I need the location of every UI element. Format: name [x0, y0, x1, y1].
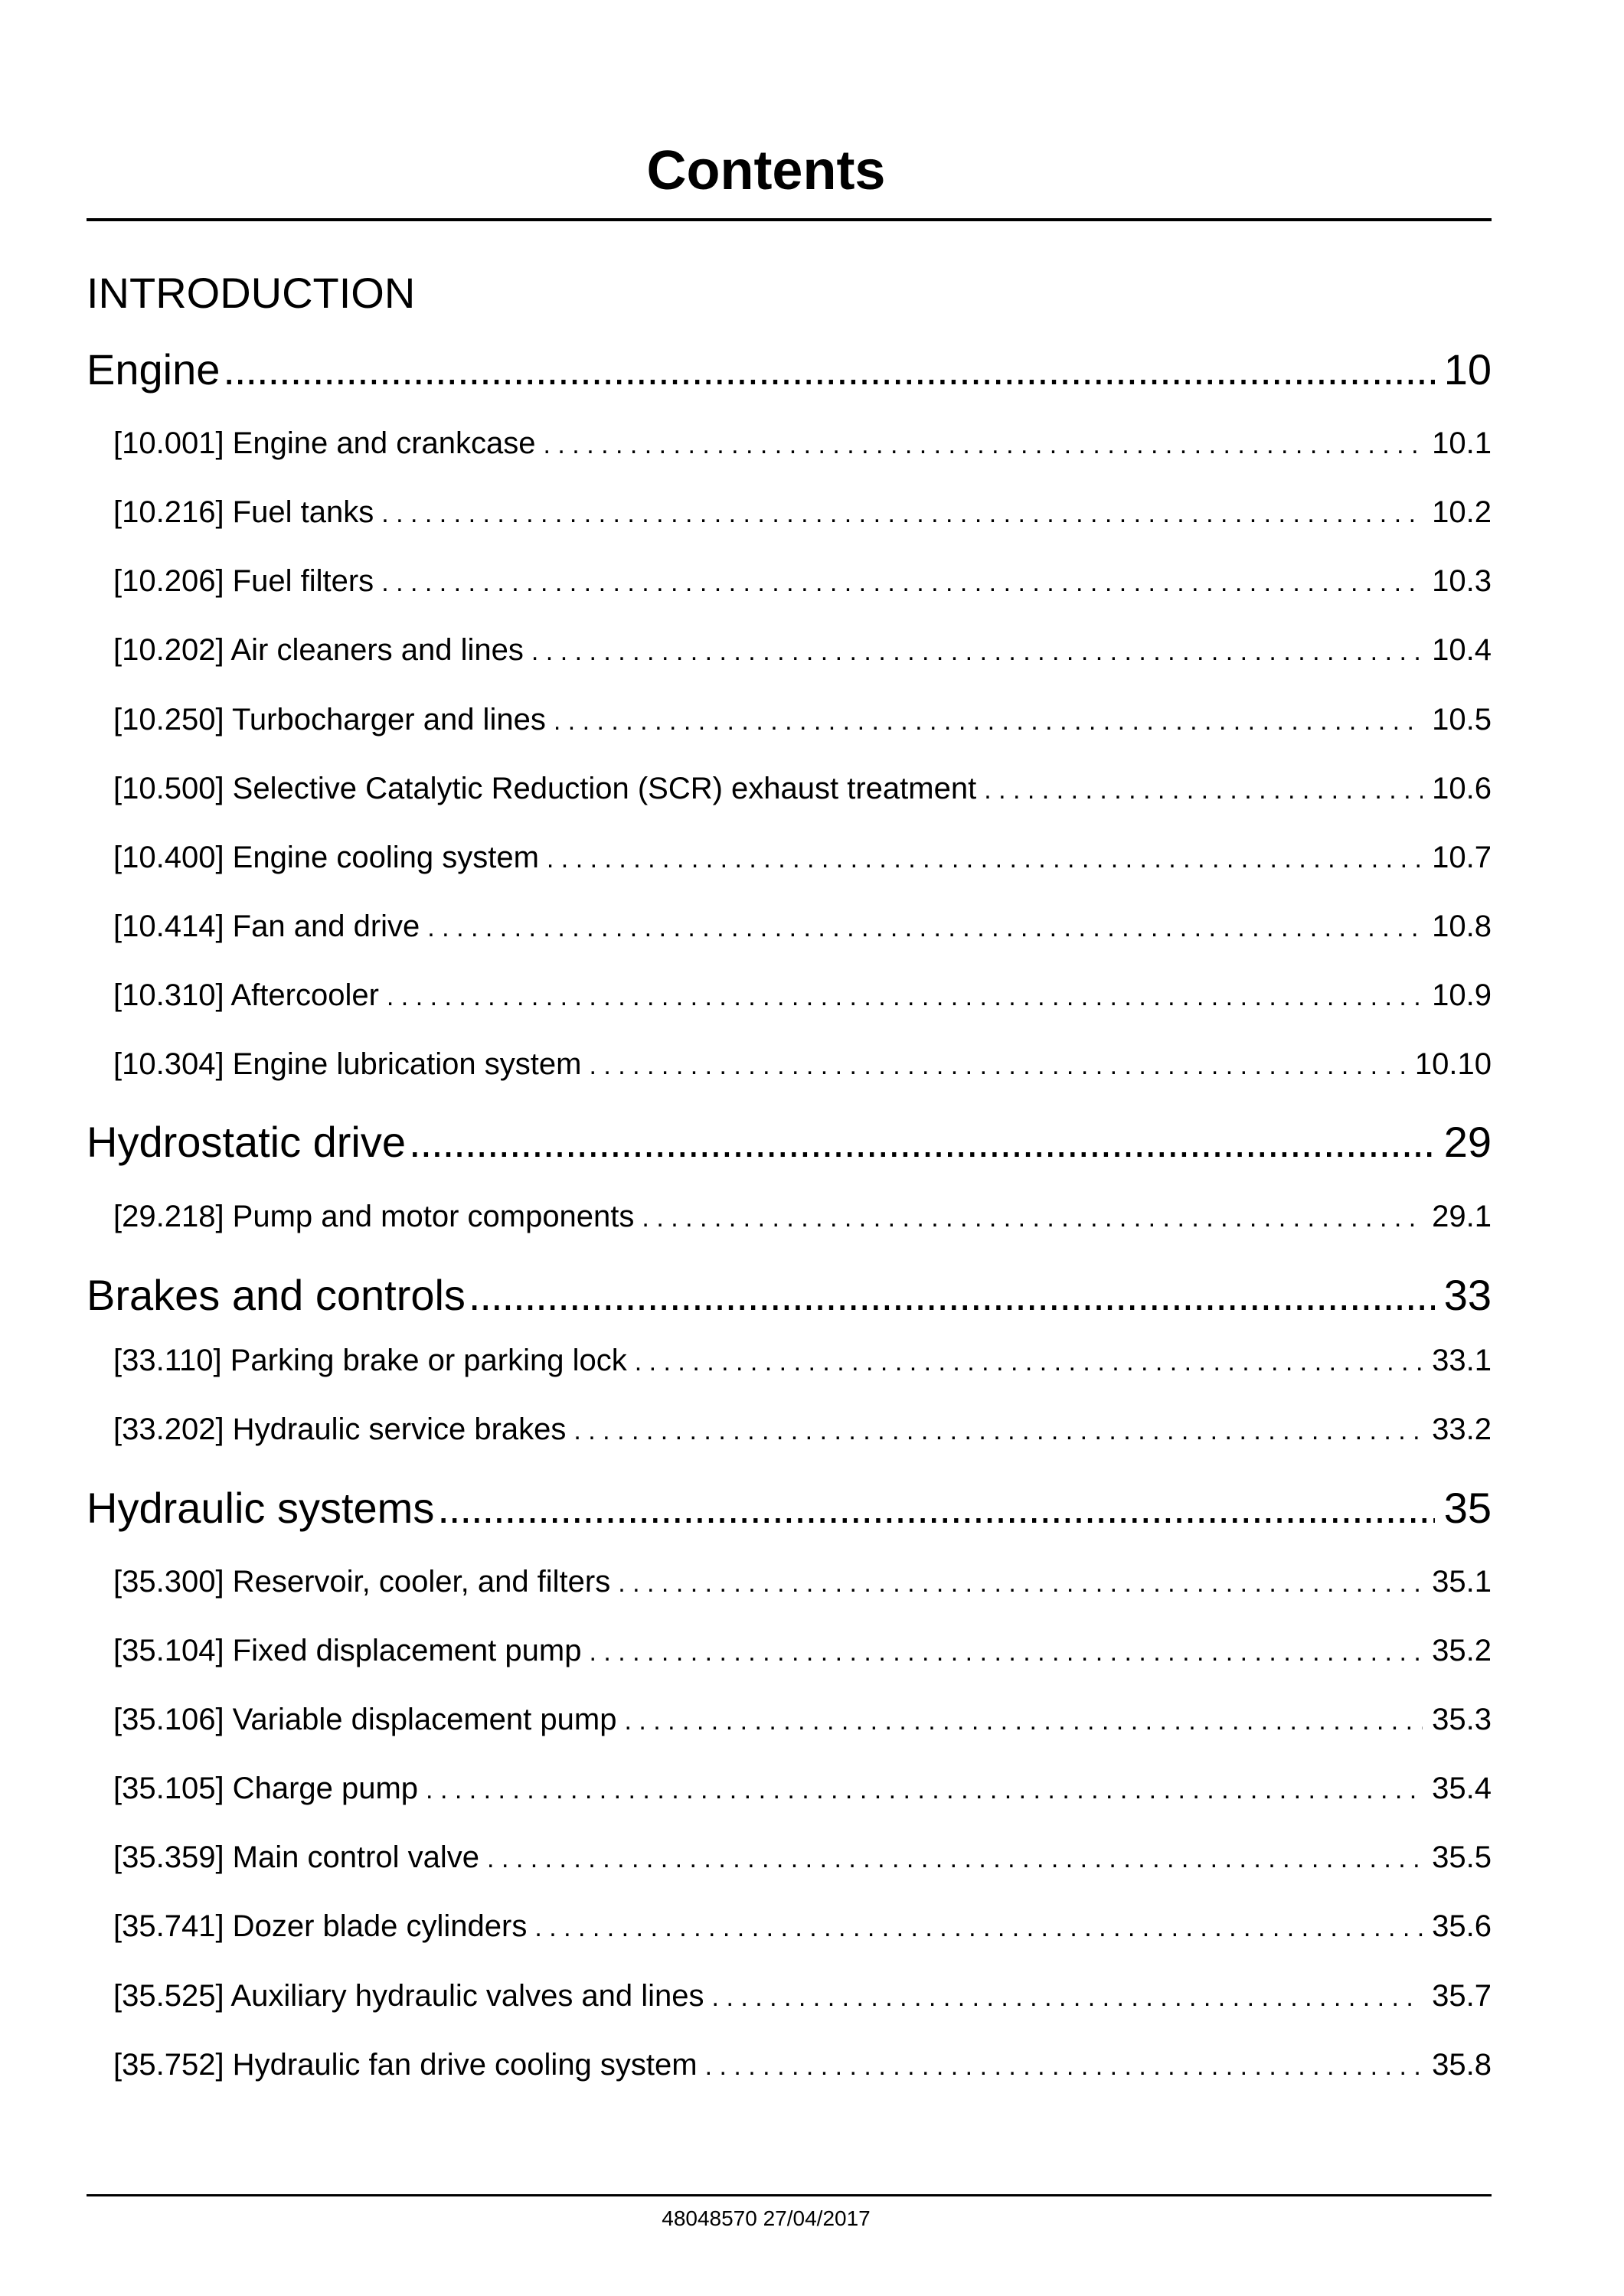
dot-leader — [437, 1483, 1434, 1533]
entry-page: 10.6 — [1432, 772, 1492, 805]
entry-title: [10.500] Selective Catalytic Reduction (SCR) exhaust treatment — [113, 772, 977, 805]
dot-leader — [618, 1569, 1423, 1599]
entry-title: [35.105] Charge pump — [113, 1772, 419, 1805]
section-page: 33 — [1443, 1271, 1492, 1319]
toc-entry[interactable] — [113, 1565, 1492, 1603]
entry-page: 33.2 — [1432, 1413, 1492, 1446]
section-page: 29 — [1443, 1118, 1492, 1166]
entry-page: 10.4 — [1432, 633, 1492, 667]
entry-page: 29.1 — [1432, 1200, 1492, 1233]
entry-title: [10.202] Air cleaners and lines — [113, 633, 524, 667]
entry-page: 10.5 — [1432, 703, 1492, 736]
dot-leader — [642, 1204, 1423, 1233]
entry-page: 10.3 — [1432, 564, 1492, 598]
entry-title: [35.106] Variable displacement pump — [113, 1703, 617, 1736]
entry-title: [10.310] Aftercooler — [113, 978, 379, 1012]
entry-page: 10.1 — [1432, 426, 1492, 460]
entry-title: [35.104] Fixed displacement pump — [113, 1634, 582, 1667]
entry-title: [33.110] Parking brake or parking lock — [113, 1344, 627, 1377]
entry-title: [29.218] Pump and motor components — [113, 1200, 635, 1233]
toc-entry[interactable] — [113, 1413, 1492, 1451]
dot-leader — [381, 568, 1423, 598]
entry-title: [35.741] Dozer blade cylinders — [113, 1909, 528, 1943]
toc-entry[interactable] — [113, 772, 1492, 810]
entry-title: [10.304] Engine lubrication system — [113, 1047, 582, 1081]
entry-title: [35.752] Hydraulic fan drive cooling system — [113, 2048, 698, 2082]
introduction-heading: INTRODUCTION — [87, 269, 416, 317]
dot-leader — [223, 345, 1434, 394]
entry-title: [35.525] Auxiliary hydraulic valves and lines — [113, 1979, 704, 2013]
dot-leader — [984, 776, 1423, 805]
toc-entry[interactable] — [113, 1840, 1492, 1879]
section-title: Hydraulic systems — [87, 1484, 435, 1532]
toc-entry[interactable] — [113, 1703, 1492, 1741]
dot-leader — [705, 2052, 1423, 2082]
entry-page: 35.8 — [1432, 2048, 1492, 2082]
toc-entry[interactable] — [113, 1909, 1492, 1948]
dot-leader — [531, 637, 1423, 667]
entry-page: 35.2 — [1432, 1634, 1492, 1667]
entry-title: [10.216] Fuel tanks — [113, 495, 374, 529]
entry-page: 35.5 — [1432, 1840, 1492, 1874]
entry-page: 35.4 — [1432, 1772, 1492, 1805]
dot-leader — [635, 1347, 1423, 1377]
title-divider — [87, 218, 1492, 221]
toc-entry[interactable] — [113, 1047, 1492, 1086]
toc-section-hydraulic-systems[interactable] — [87, 1483, 1492, 1537]
entry-title: [35.300] Reservoir, cooler, and filters — [113, 1565, 611, 1599]
entry-page: 35.7 — [1432, 1979, 1492, 2013]
entry-title: [10.400] Engine cooling system — [113, 841, 539, 874]
toc-entry[interactable] — [113, 1344, 1492, 1382]
toc-entry[interactable] — [113, 841, 1492, 879]
entry-title: [10.250] Turbocharger and lines — [113, 703, 546, 736]
section-page: 35 — [1443, 1484, 1492, 1532]
entry-title: [10.001] Engine and crankcase — [113, 426, 536, 460]
dot-leader — [554, 707, 1423, 736]
toc-entry[interactable] — [113, 495, 1492, 534]
dot-leader — [589, 1051, 1405, 1081]
entry-title: [10.414] Fan and drive — [113, 910, 420, 943]
entry-page: 35.3 — [1432, 1703, 1492, 1736]
entry-page: 35.1 — [1432, 1565, 1492, 1599]
section-title: Brakes and controls — [87, 1271, 466, 1319]
toc-entry[interactable] — [113, 633, 1492, 671]
dot-leader — [544, 430, 1423, 460]
entry-page: 10.9 — [1432, 978, 1492, 1012]
entry-page: 33.1 — [1432, 1344, 1492, 1377]
entry-page: 10.7 — [1432, 841, 1492, 874]
dot-leader — [547, 844, 1423, 874]
dot-leader — [712, 1983, 1423, 2013]
toc-section-hydrostatic-drive[interactable] — [87, 1117, 1492, 1171]
toc-entry[interactable] — [113, 1772, 1492, 1810]
toc-section-brakes-and-controls[interactable] — [87, 1270, 1492, 1324]
section-title: Hydrostatic drive — [87, 1118, 407, 1166]
toc-entry[interactable] — [113, 1979, 1492, 2017]
toc-entry[interactable] — [113, 2048, 1492, 2086]
dot-leader — [426, 1775, 1423, 1805]
entry-title: [33.202] Hydraulic service brakes — [113, 1413, 567, 1446]
footer-document-code: 48048570 27/04/2017 — [662, 2206, 871, 2230]
dot-leader — [387, 982, 1423, 1012]
toc-entry[interactable] — [113, 564, 1492, 603]
entry-page: 35.6 — [1432, 1909, 1492, 1943]
dot-leader — [589, 1638, 1423, 1667]
entry-page: 10.2 — [1432, 495, 1492, 529]
toc-entry[interactable] — [113, 703, 1492, 741]
section-page: 10 — [1443, 345, 1492, 394]
toc-section-engine[interactable] — [87, 345, 1492, 398]
entry-page: 10.10 — [1414, 1047, 1492, 1081]
page-title: Contents — [646, 140, 886, 201]
dot-leader — [534, 1913, 1423, 1943]
dot-leader — [469, 1270, 1435, 1320]
entry-title: [35.359] Main control valve — [113, 1840, 480, 1874]
dot-leader — [409, 1117, 1435, 1167]
section-title: Engine — [87, 345, 221, 394]
toc-entry[interactable] — [113, 1634, 1492, 1672]
toc-entry[interactable] — [113, 978, 1492, 1017]
dot-leader — [624, 1706, 1423, 1736]
entry-page: 10.8 — [1432, 910, 1492, 943]
toc-entry[interactable] — [113, 1200, 1492, 1238]
dot-leader — [427, 913, 1423, 943]
toc-entry[interactable] — [113, 910, 1492, 948]
dot-leader — [381, 499, 1423, 529]
entry-title: [10.206] Fuel filters — [113, 564, 374, 598]
dot-leader — [487, 1844, 1423, 1874]
footer-divider — [87, 2194, 1492, 2196]
dot-leader — [573, 1416, 1423, 1446]
toc-entry[interactable] — [113, 426, 1492, 465]
